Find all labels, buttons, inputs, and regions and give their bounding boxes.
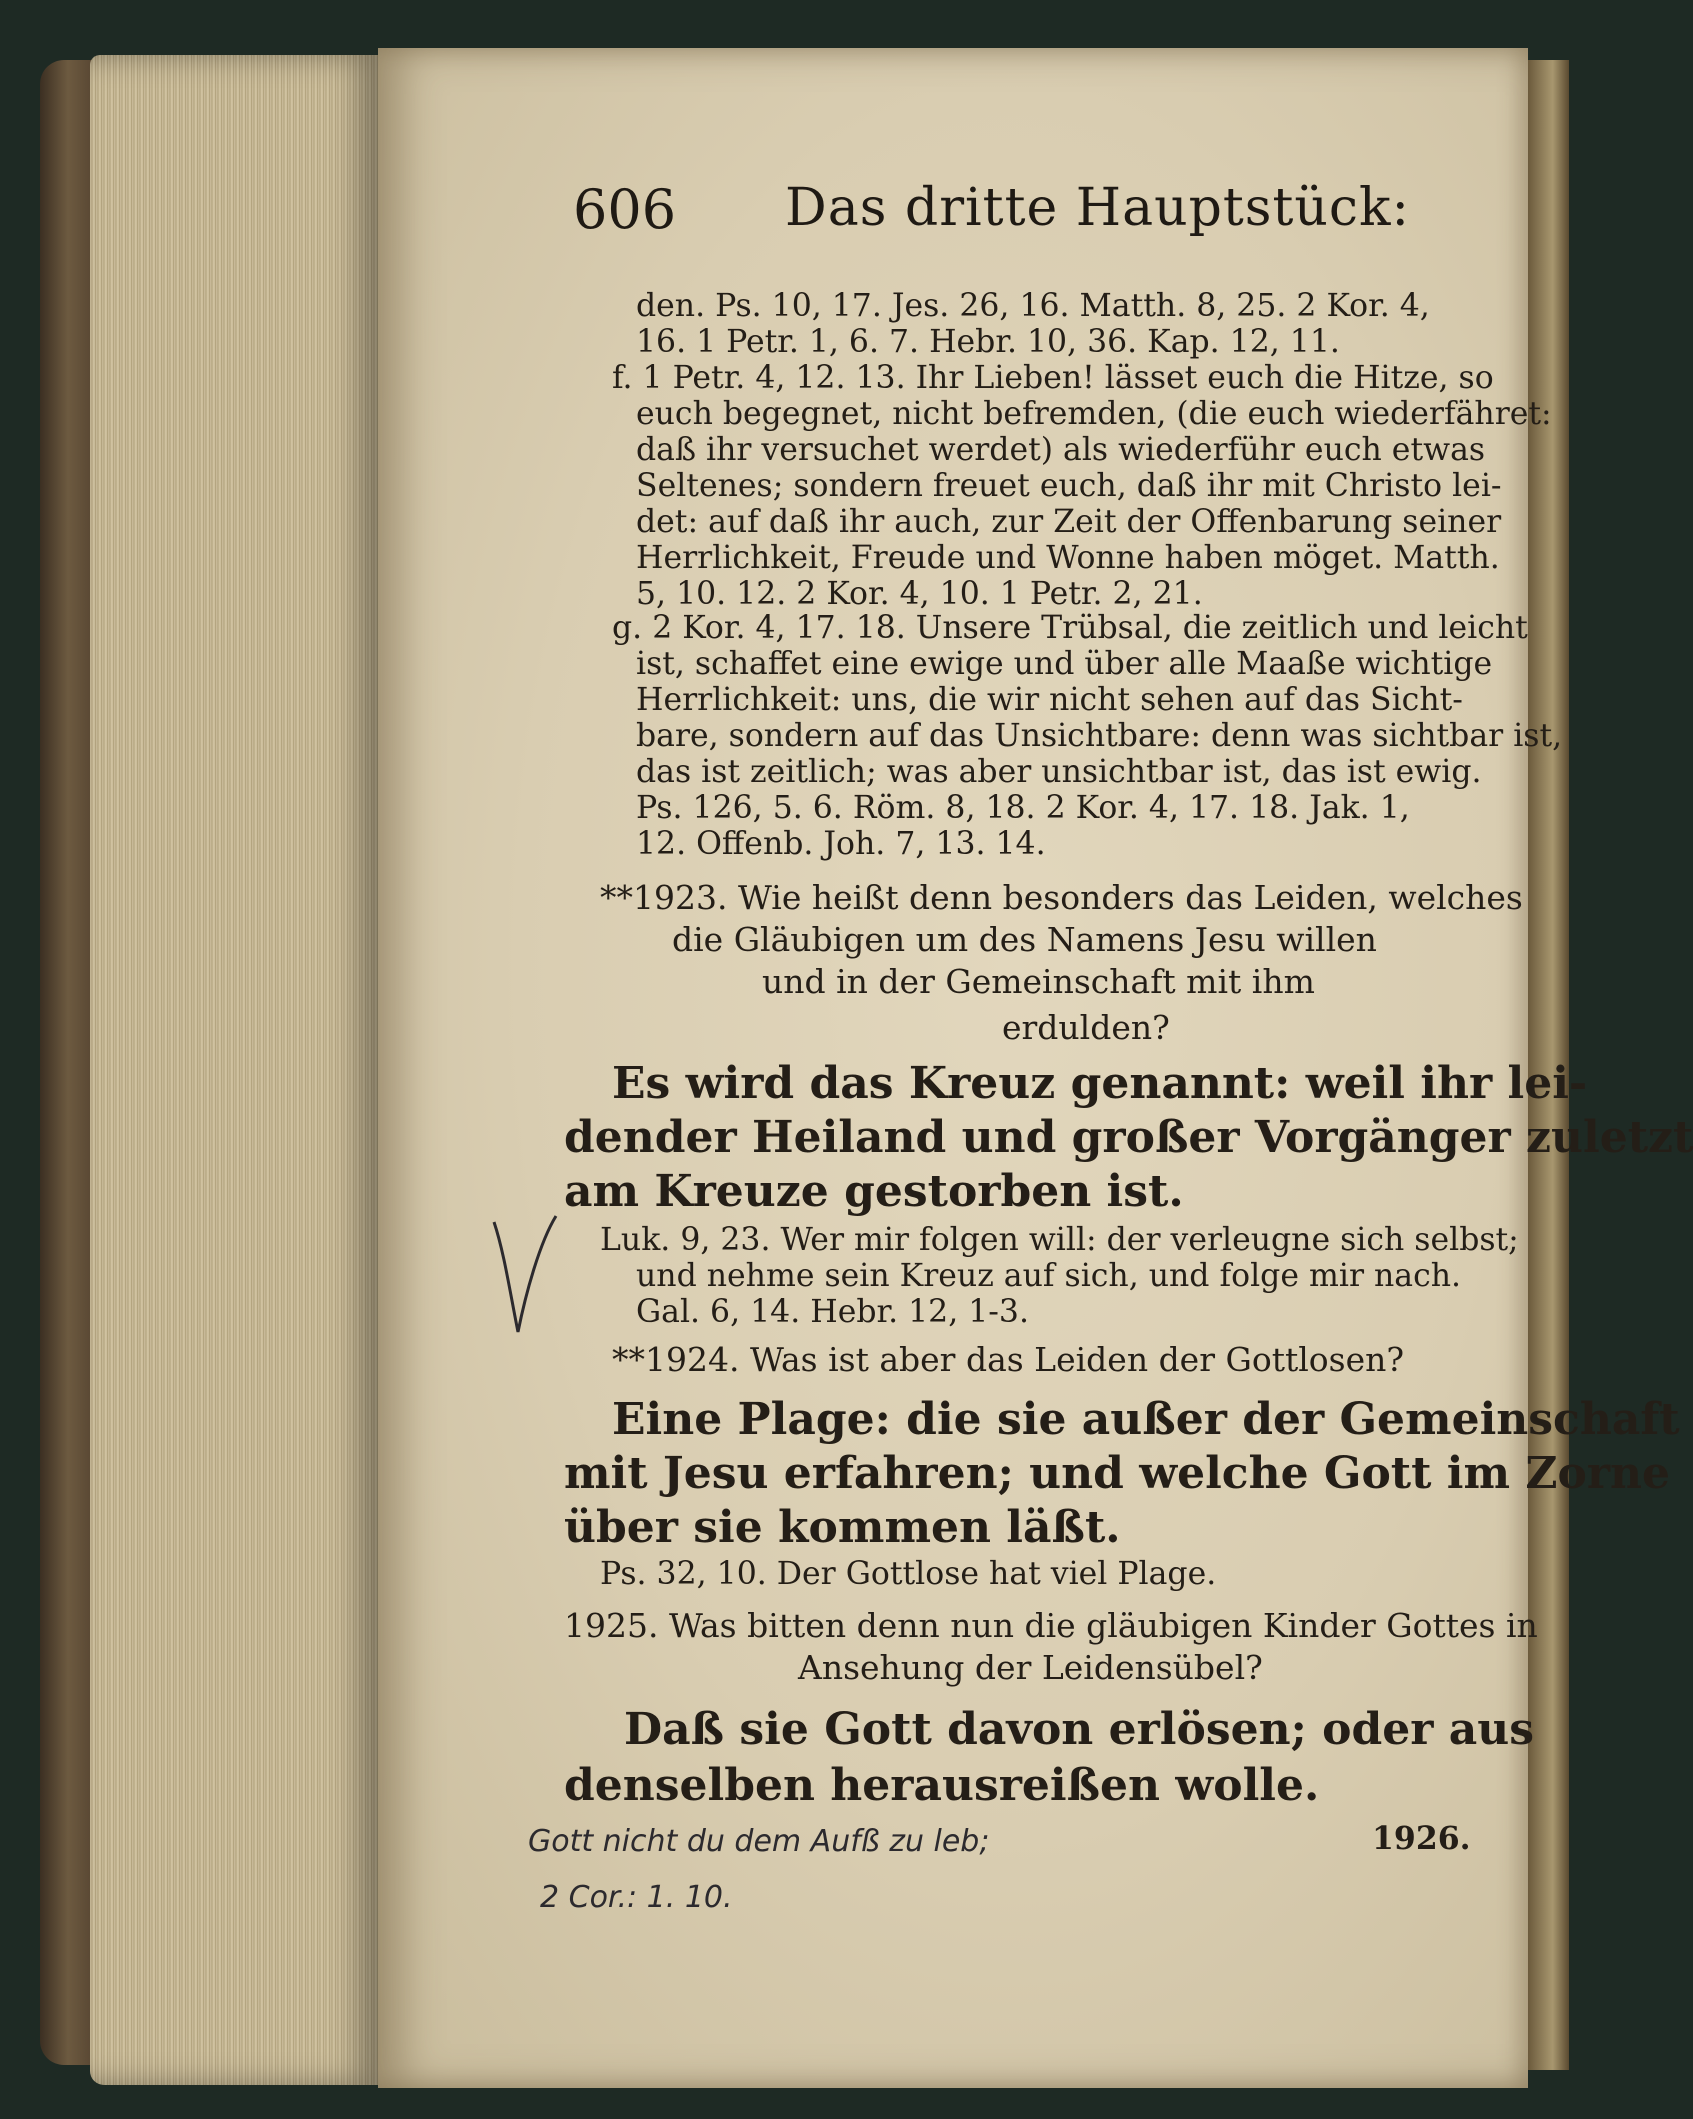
footnote-line: ist, schaffet eine ewige und über alle Maaße wichtige xyxy=(636,646,1493,682)
handwritten-note-line: Gott nicht du dem Aufß zu leb; xyxy=(528,1824,990,1859)
answer-1923-line: am Kreuze gestorben ist. xyxy=(564,1166,1184,1217)
reference-1923-line: und nehme sein Kreuz auf sich, und folge mir nach. xyxy=(636,1258,1462,1294)
reference-1923-line: Luk. 9, 23. Wer mir folgen will: der verleugne sich selbst; xyxy=(600,1222,1519,1258)
footnote-line: g. 2 Kor. 4, 17. 18. Unsere Trübsal, die zeitlich und leicht xyxy=(612,610,1528,646)
footnote-line: daß ihr versuchet werdet) als wiederführ euch etwas xyxy=(636,432,1486,468)
question-1923-line: erdulden? xyxy=(1002,1008,1170,1047)
answer-1925-line: denselben herausreißen wolle. xyxy=(564,1760,1320,1811)
question-1925-line: Ansehung der Leidensübel? xyxy=(798,1648,1263,1687)
footnote-line: euch begegnet, nicht befremden, (die euch wiederfähret: xyxy=(636,396,1552,432)
page-number: 606 xyxy=(573,178,677,241)
footnote-line: Seltenes; sondern freuet euch, daß ihr mit Christo lei- xyxy=(636,468,1502,504)
footnote-line: Herrlichkeit, Freude und Wonne haben möget. Matth. xyxy=(636,540,1500,576)
footnote-line: bare, sondern auf das Unsichtbare: denn was sichtbar ist, xyxy=(636,718,1563,754)
footnote-line: f. 1 Petr. 4, 12. 13. Ihr Lieben! lässet euch die Hitze, so xyxy=(612,360,1494,396)
footnote-line: das ist zeitlich; was aber unsichtbar ist, das ist ewig. xyxy=(636,754,1482,790)
answer-1924-line: Eine Plage: die sie außer der Gemeinschaft xyxy=(612,1394,1680,1445)
book-page-edges xyxy=(90,55,380,2085)
question-1925-line: 1925. Was bitten denn nun die gläubigen Kinder Gottes in xyxy=(564,1606,1538,1645)
answer-1923-line: Es wird das Kreuz genannt: weil ihr lei- xyxy=(612,1058,1588,1109)
footnote-line: Ps. 126, 5. 6. Röm. 8, 18. 2 Kor. 4, 17. 18. Jak. 1, xyxy=(636,790,1410,826)
reference-1923-line: Gal. 6, 14. Hebr. 12, 1-3. xyxy=(636,1294,1029,1330)
catchword: 1926. xyxy=(1372,1820,1471,1857)
answer-1923-line: dender Heiland und großer Vorgänger zuletzt xyxy=(564,1112,1693,1163)
footnote-line: 16. 1 Petr. 1, 6. 7. Hebr. 10, 36. Kap. 12, 11. xyxy=(636,324,1340,360)
question-1923-line: und in der Gemeinschaft mit ihm xyxy=(762,962,1315,1001)
footnote-line: 12. Offenb. Joh. 7, 13. 14. xyxy=(636,826,1046,862)
handwritten-note-line: 2 Cor.: 1. 10. xyxy=(540,1880,733,1915)
handwritten-checkmark xyxy=(490,1212,560,1342)
question-1924: **1924. Was ist aber das Leiden der Gottlosen? xyxy=(612,1340,1405,1379)
answer-1925-line: Daß sie Gott davon erlösen; oder aus xyxy=(624,1704,1535,1755)
footnote-line: den. Ps. 10, 17. Jes. 26, 16. Matth. 8, 25. 2 Kor. 4, xyxy=(636,288,1430,324)
answer-1924-line: über sie kommen läßt. xyxy=(564,1502,1121,1553)
footnote-line: det: auf daß ihr auch, zur Zeit der Offenbarung seiner xyxy=(636,504,1502,540)
question-1923-line: die Gläubigen um des Namens Jesu willen xyxy=(672,920,1377,959)
running-title: Das dritte Hauptstück: xyxy=(785,178,1411,238)
answer-1924-line: mit Jesu erfahren; und welche Gott im Zorne xyxy=(564,1448,1670,1499)
footnote-line: Herrlichkeit: uns, die wir nicht sehen auf das Sicht- xyxy=(636,682,1463,718)
question-1923-line: **1923. Wie heißt denn besonders das Leiden, welches xyxy=(600,878,1523,917)
footnote-line: 5, 10. 12. 2 Kor. 4, 10. 1 Petr. 2, 21. xyxy=(636,576,1203,612)
reference-1924-line: Ps. 32, 10. Der Gottlose hat viel Plage. xyxy=(600,1556,1217,1592)
